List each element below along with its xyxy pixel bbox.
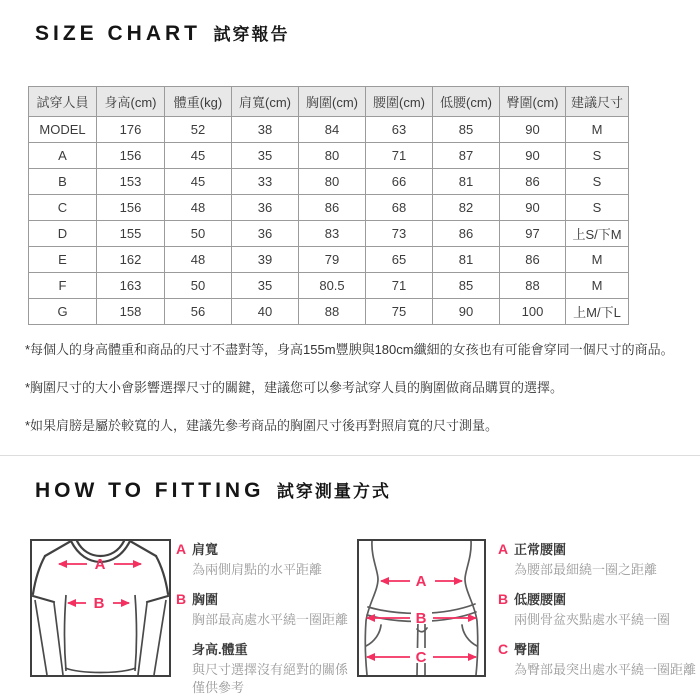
table-cell: 163 [97, 273, 165, 299]
table-cell: 50 [165, 273, 232, 299]
table-cell: B [29, 169, 97, 195]
legend-desc: 與尺寸選擇沒有絕對的關係 [192, 662, 349, 677]
footnote: *胸圍尺寸的大小會影響選擇尺寸的關鍵，建議您可以參考試穿人員的胸圍做商品購買的選擇。 [25, 380, 564, 395]
table-cell: 80 [299, 169, 366, 195]
legend-desc: 為兩側肩點的水平距離 [192, 562, 323, 577]
table-cell: A [29, 143, 97, 169]
size-chart-title [35, 20, 700, 46]
table-cell: 85 [433, 273, 500, 299]
legend-title: 低腰腰圍 [514, 592, 567, 607]
table-row [29, 247, 629, 273]
legend-letter: A [498, 541, 509, 557]
footnote: *每個人的身高體重和商品的尺寸不盡對等，身高155m豐腴與180cm纖細的女孩也有可能會穿同一個尺寸的商品。 [25, 342, 674, 357]
table-cell: S [566, 195, 629, 221]
table-cell: 158 [97, 299, 165, 325]
size-chart-title-en: SIZE CHART [35, 22, 201, 45]
table-cell: 156 [97, 143, 165, 169]
table-cell: M [566, 247, 629, 273]
size-table [28, 86, 629, 325]
table-cell: 35 [232, 143, 299, 169]
table-cell: 86 [500, 169, 566, 195]
pants-label-a: A [415, 573, 427, 590]
table-cell: 33 [232, 169, 299, 195]
legend-desc: 胸部最高處水平繞一圈距離 [192, 612, 349, 627]
shirt-legend [176, 541, 354, 696]
table-cell: 45 [165, 169, 232, 195]
table-cell: M [566, 117, 629, 143]
shirt-label-b: B [93, 595, 105, 612]
legend-desc: 為臀部最突出處水平繞一圈距離 [514, 662, 697, 677]
table-cell: 100 [500, 299, 566, 325]
table-cell: 90 [500, 143, 566, 169]
footnotes [25, 341, 700, 434]
legend-item [498, 641, 698, 679]
table-cell: 82 [433, 195, 500, 221]
table-cell: 36 [232, 221, 299, 247]
table-cell: 71 [366, 273, 433, 299]
shirt-diagram [32, 541, 169, 675]
table-cell: 90 [433, 299, 500, 325]
table-cell: 63 [366, 117, 433, 143]
table-row [29, 117, 629, 143]
table-cell: 86 [433, 221, 500, 247]
hip-arrow [366, 648, 477, 666]
table-cell: S [566, 143, 629, 169]
table-cell: 50 [165, 221, 232, 247]
table-cell: 86 [500, 247, 566, 273]
table-header-cell: 肩寬(cm) [232, 87, 299, 117]
table-cell: 75 [366, 299, 433, 325]
shirt-diagram-box [30, 539, 171, 677]
table-cell: 40 [232, 299, 299, 325]
pants-diagram [359, 541, 484, 675]
table-cell: D [29, 221, 97, 247]
section-divider [0, 455, 700, 456]
table-cell: 97 [500, 221, 566, 247]
legend-desc: 為腰部最細繞一圈之距離 [514, 562, 658, 577]
footnote: *如果肩膀是屬於較寬的人，建議先參考商品的胸圍尺寸後再對照肩寬的尺寸測量。 [25, 418, 499, 433]
legend-letter: C [498, 641, 509, 657]
table-cell: 162 [97, 247, 165, 273]
legend-item [498, 541, 698, 579]
legend-letter: B [176, 591, 187, 607]
fitting-title-en: HOW TO FITTING [35, 479, 265, 502]
table-cell: 80 [299, 143, 366, 169]
table-cell: M [566, 273, 629, 299]
table-cell: 81 [433, 169, 500, 195]
table-cell: 35 [232, 273, 299, 299]
pants-legend [498, 541, 698, 691]
table-cell: 上S/下M [566, 221, 629, 247]
pants-diagram-box [357, 539, 486, 677]
shirt-label-a: A [94, 556, 106, 573]
legend-item [176, 591, 354, 629]
table-cell: F [29, 273, 97, 299]
pants-label-c: C [415, 649, 427, 666]
waist-arrow [380, 573, 463, 590]
table-header-cell: 建議尺寸 [566, 87, 629, 117]
legend-title: 正常腰圍 [514, 542, 567, 557]
table-cell: 52 [165, 117, 232, 143]
legend-letter: A [176, 541, 187, 557]
table-cell: C [29, 195, 97, 221]
table-cell: 38 [232, 117, 299, 143]
table-cell: 45 [165, 143, 232, 169]
legend-item [498, 591, 698, 629]
table-cell: 153 [97, 169, 165, 195]
table-cell: 81 [433, 247, 500, 273]
table-header-cell: 胸圍(cm) [299, 87, 366, 117]
table-header-cell: 身高(cm) [97, 87, 165, 117]
table-cell: 上M/下L [566, 299, 629, 325]
table-cell: 87 [433, 143, 500, 169]
legend-title: 胸圍 [192, 592, 219, 607]
fitting-title [35, 477, 700, 503]
table-cell: 90 [500, 195, 566, 221]
table-cell: 65 [366, 247, 433, 273]
table-cell: 176 [97, 117, 165, 143]
table-header-cell: 低腰(cm) [433, 87, 500, 117]
table-header-cell: 腰圍(cm) [366, 87, 433, 117]
table-row [29, 221, 629, 247]
pants-label-b: B [415, 610, 427, 627]
table-row [29, 299, 629, 325]
table-cell: 36 [232, 195, 299, 221]
table-cell: 80.5 [299, 273, 366, 299]
legend-desc: 兩側骨盆夾點處水平繞一圈 [514, 612, 671, 627]
fitting-title-zh: 試穿測量方式 [276, 482, 391, 501]
legend-desc: 僅供參考 [192, 680, 245, 695]
table-cell: 66 [366, 169, 433, 195]
table-cell: MODEL [29, 117, 97, 143]
low-waist-arrow [366, 609, 477, 627]
table-cell: 79 [299, 247, 366, 273]
chest-width-arrow [67, 595, 130, 612]
table-cell: 39 [232, 247, 299, 273]
table-cell: 90 [500, 117, 566, 143]
legend-title: 臀圍 [514, 642, 541, 657]
table-cell: E [29, 247, 97, 273]
table-header-cell: 體重(kg) [165, 87, 232, 117]
table-cell: 85 [433, 117, 500, 143]
table-header-cell: 試穿人員 [29, 87, 97, 117]
legend-letter [176, 641, 192, 696]
table-header-row [29, 87, 629, 117]
legend-item [176, 541, 354, 579]
table-cell: 88 [299, 299, 366, 325]
table-cell: 86 [299, 195, 366, 221]
size-chart-title-zh: 試穿報告 [213, 25, 290, 44]
legend-title: 肩寬 [192, 542, 219, 557]
table-cell: 48 [165, 247, 232, 273]
legend-title: 身高.體重 [192, 642, 248, 657]
table-row [29, 273, 629, 299]
table-header-cell: 臀圍(cm) [500, 87, 566, 117]
table-cell: 68 [366, 195, 433, 221]
table-cell: 71 [366, 143, 433, 169]
table-cell: 56 [165, 299, 232, 325]
table-row [29, 195, 629, 221]
table-cell: S [566, 169, 629, 195]
table-cell: 73 [366, 221, 433, 247]
table-cell: G [29, 299, 97, 325]
table-cell: 48 [165, 195, 232, 221]
table-cell: 156 [97, 195, 165, 221]
table-cell: 83 [299, 221, 366, 247]
table-cell: 155 [97, 221, 165, 247]
shoulder-width-arrow [58, 556, 142, 573]
table-row [29, 169, 629, 195]
fitting-section [0, 521, 700, 696]
table-cell: 84 [299, 117, 366, 143]
legend-item [176, 641, 354, 696]
table-cell: 88 [500, 273, 566, 299]
legend-letter: B [498, 591, 509, 607]
table-row [29, 143, 629, 169]
